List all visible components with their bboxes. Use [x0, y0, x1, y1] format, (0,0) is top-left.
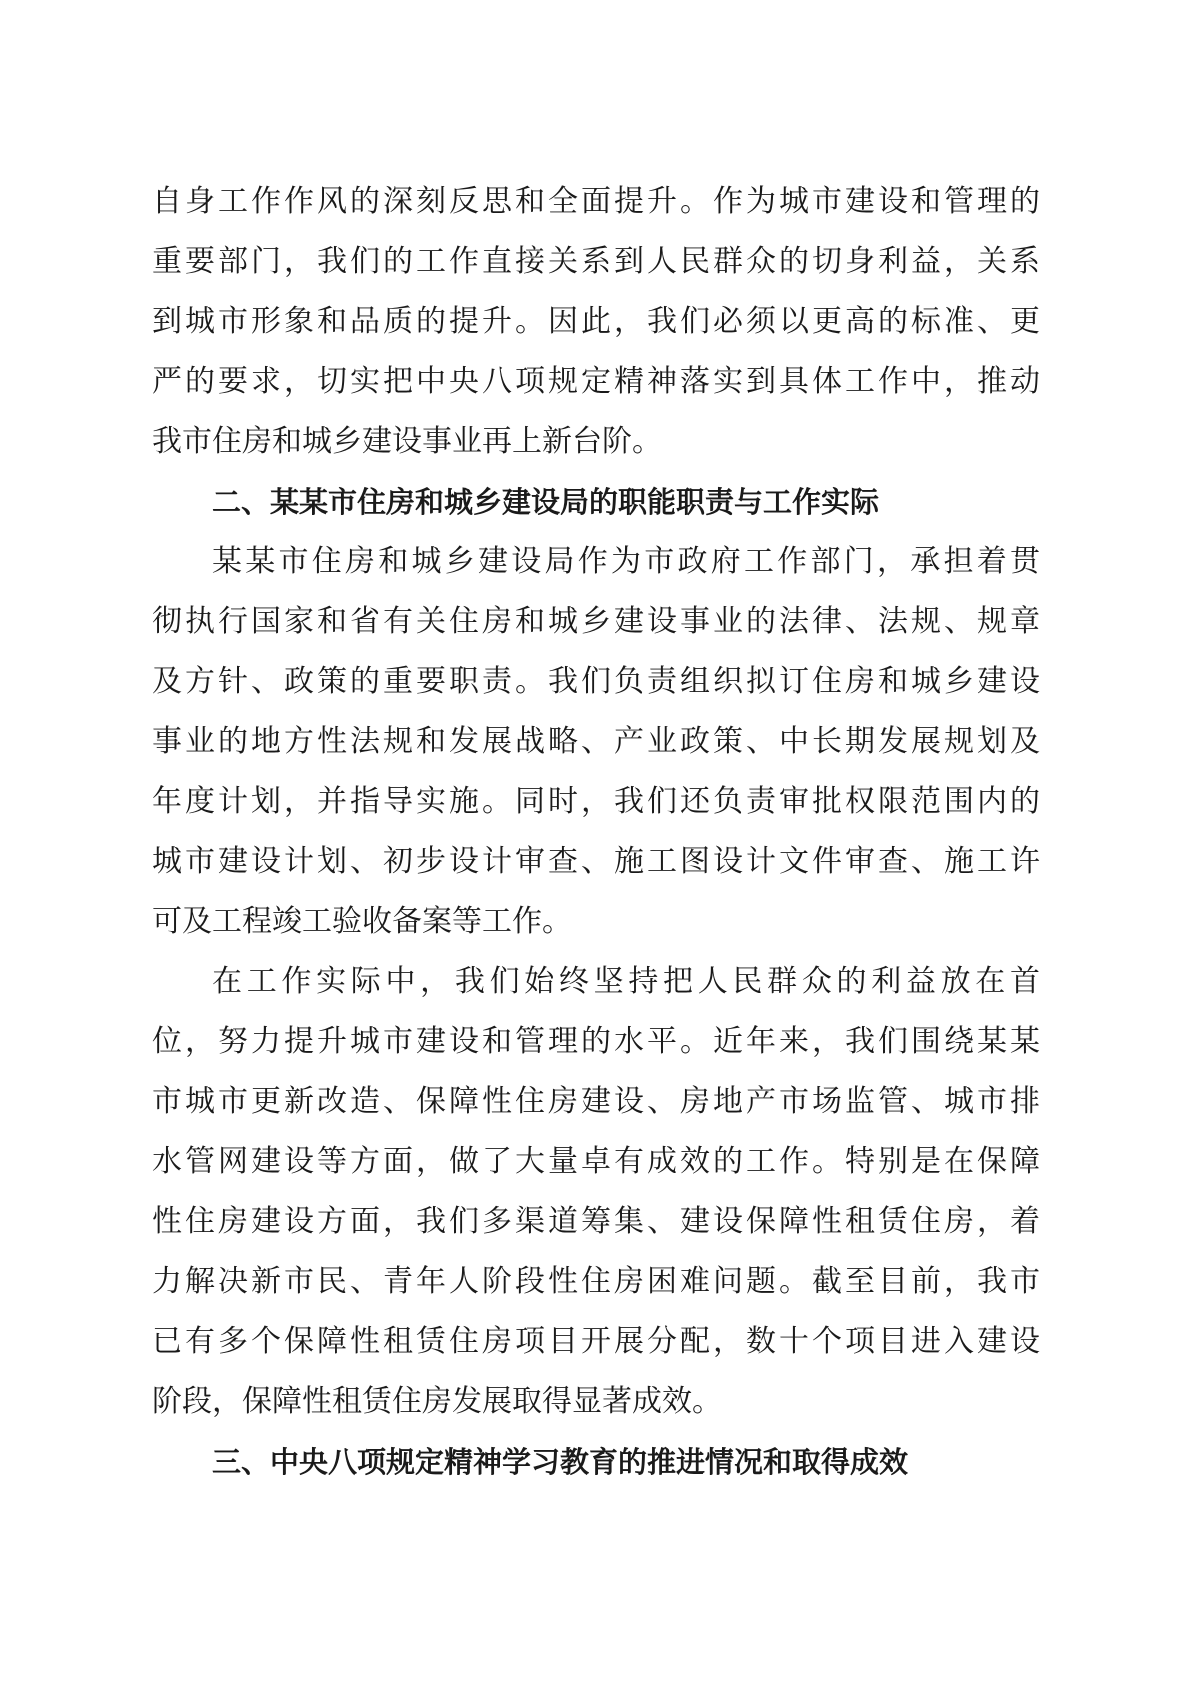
- text-line: 阶段，保障性租赁住房发展取得显著成效。: [152, 1384, 722, 1419]
- text-line: 可及工程竣工验收备案等工作。: [152, 904, 572, 939]
- paragraph-practice: [152, 952, 1040, 1432]
- text-line: 市城市更新改造、保障性住房建设、房地产市场监管、城市排: [152, 1084, 1040, 1119]
- text-line: 及方针、政策的重要职责。我们负责组织拟订住房和城乡建设: [152, 664, 1040, 699]
- text-line: 我市住房和城乡建设事业再上新台阶。: [152, 424, 662, 459]
- text-line: 事业的地方性法规和发展战略、产业政策、中长期发展规划及: [152, 724, 1040, 759]
- text-line: 年度计划，并指导实施。同时，我们还负责审批权限范围内的: [152, 784, 1040, 819]
- text-line: 水管网建设等方面，做了大量卓有成效的工作。特别是在保障: [152, 1144, 1040, 1179]
- text-line: 自身工作作风的深刻反思和全面提升。作为城市建设和管理的: [152, 184, 1040, 219]
- text-line: 性住房建设方面，我们多渠道筹集、建设保障性租赁住房，着: [152, 1204, 1040, 1239]
- text-line: 在工作实际中，我们始终坚持把人民群众的利益放在首: [212, 964, 1040, 999]
- paragraph-duties: [152, 532, 1040, 952]
- section-heading-2: [152, 472, 1040, 532]
- text-line: 到城市形象和品质的提升。因此，我们必须以更高的标准、更: [152, 304, 1040, 339]
- text-line: 某某市住房和城乡建设局作为市政府工作部门，承担着贯: [212, 544, 1040, 579]
- document-page: [152, 172, 1040, 1492]
- heading-text: 三、中央八项规定精神学习教育的推进情况和取得成效: [212, 1445, 909, 1479]
- text-line: 力解决新市民、青年人阶段性住房困难问题。截至目前，我市: [152, 1264, 1040, 1299]
- text-line: 严的要求，切实把中央八项规定精神落实到具体工作中，推动: [152, 364, 1040, 399]
- paragraph-continuation: [152, 172, 1040, 472]
- section-heading-3: [152, 1432, 1040, 1492]
- text-line: 重要部门，我们的工作直接关系到人民群众的切身利益，关系: [152, 244, 1040, 279]
- text-line: 城市建设计划、初步设计审查、施工图设计文件审查、施工许: [152, 844, 1040, 879]
- text-line: 已有多个保障性租赁住房项目开展分配，数十个项目进入建设: [152, 1324, 1040, 1359]
- text-line: 彻执行国家和省有关住房和城乡建设事业的法律、法规、规章: [152, 604, 1040, 639]
- heading-text: 二、某某市住房和城乡建设局的职能职责与工作实际: [212, 485, 880, 519]
- text-line: 位，努力提升城市建设和管理的水平。近年来，我们围绕某某: [152, 1024, 1040, 1059]
